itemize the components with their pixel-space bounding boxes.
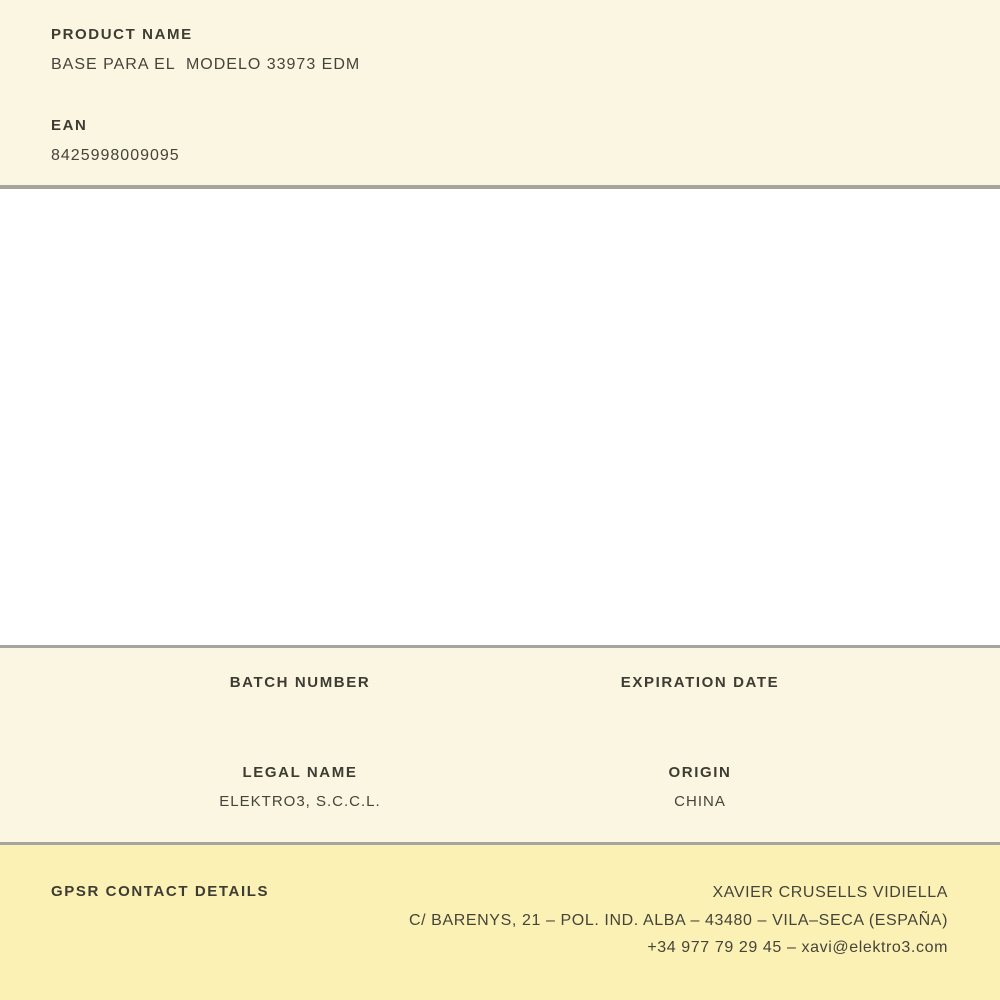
details-row-legal-origin [100, 764, 900, 812]
contact-address: C/ BARENYS, 21 – POL. IND. ALBA – 43480 – VILA–SECA (ESPAÑA) [408, 911, 948, 929]
legal-name-cell [100, 764, 500, 812]
ean-block [51, 117, 949, 166]
ean-value: 8425998009095 [51, 147, 180, 164]
details-row-spacer [100, 692, 900, 764]
contact-person: XAVIER CRUSELLS VIDIELLA [712, 884, 948, 901]
product-name-label: PRODUCT NAME [51, 26, 193, 43]
origin-label: ORIGIN [668, 764, 732, 781]
gpsr-contact-lines [409, 879, 948, 962]
gpsr-contact-label: GPSR CONTACT DETAILS [51, 883, 270, 900]
batch-number-label: BATCH NUMBER [229, 674, 371, 691]
origin-value: CHINA [674, 793, 726, 810]
legal-name-value: ELEKTRO3, S.C.C.L. [219, 793, 381, 810]
expiration-date-cell [500, 674, 900, 692]
details-row-batch-expiration [100, 674, 900, 692]
expiration-date-label: EXPIRATION DATE [620, 674, 780, 691]
details-section [0, 648, 1000, 842]
origin-cell [500, 764, 900, 812]
gpsr-contact-section [0, 845, 1000, 1000]
batch-number-cell [100, 674, 500, 692]
contact-phone-email: +34 977 79 29 45 – xavi@elektro3.com [647, 939, 948, 956]
image-placeholder-area [0, 189, 1000, 645]
ean-label: EAN [51, 117, 88, 134]
product-name-value: BASE PARA EL MODELO 33973 EDM [51, 56, 361, 73]
legal-name-label: LEGAL NAME [242, 764, 358, 781]
product-header-section [0, 0, 1000, 185]
